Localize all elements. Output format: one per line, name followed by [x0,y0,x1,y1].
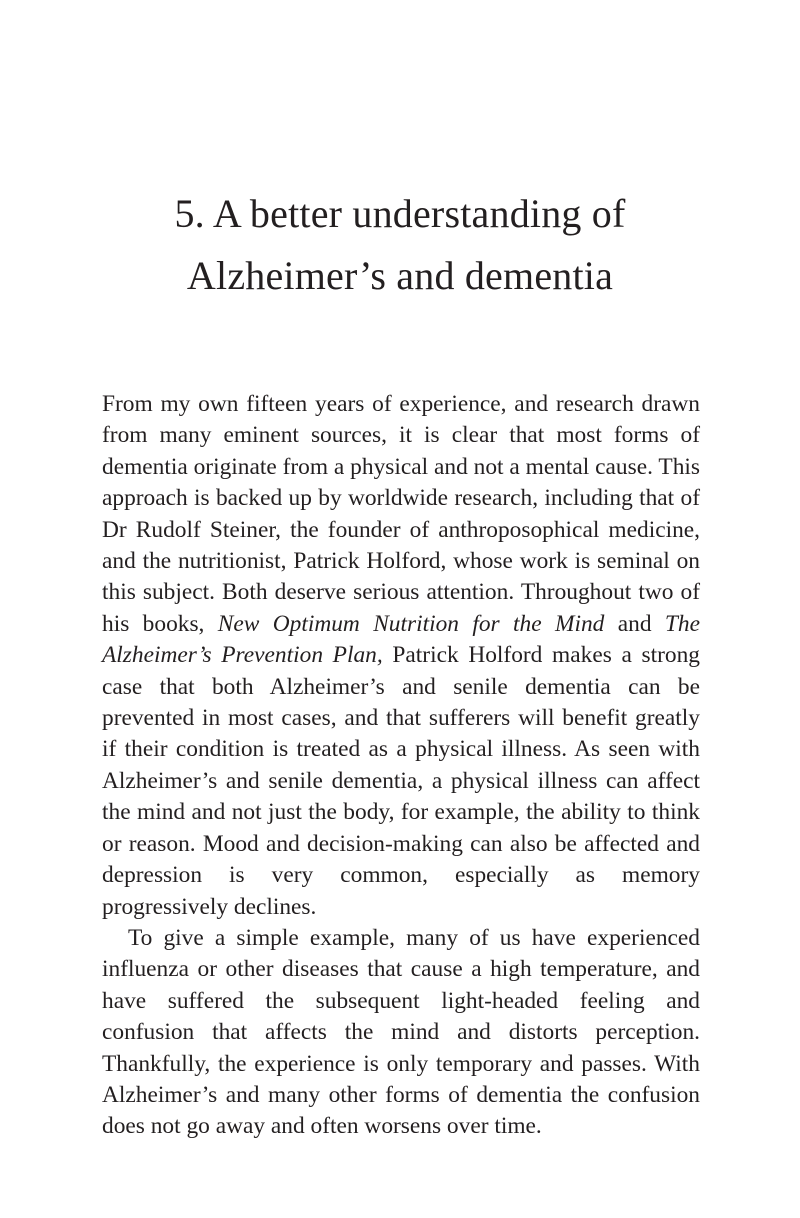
chapter-title-line-2: Alzheimer’s and dementia [186,253,614,298]
chapter-title [0,183,800,307]
paragraph-1-text-c: Patrick Holford makes a strong case that both Alzheimer’s and senile dementia can be prevented in most cases, and that sufferers will benefit greatly if their condition is treated as a physical illness. As seen with Alzheimer’s and senile dementia, a physical illness can affect the mind and not just the body, for example, the ability to think or reason. Mood and decision-making can also be affected and depression is very common, especially as memory progressively declines. [102,642,700,920]
paragraph-1 [102,389,700,923]
paragraph-2: To give a simple example, many of us have experienced influenza or other diseases that cause a high temperature, and have suffered the subsequent light-headed feeling and confusion that affects the mind and distorts perception. Thankfully, the experience is only temporary and passes. With Alzheimer’s and many other forms of dementia the confusion does not go away and often worsens over time. [102,924,700,1140]
book-title-new-optimum-nutrition: New Optimum Nutrition for the Mind [217,610,605,637]
chapter-body [102,389,700,1143]
chapter-title-line-1: 5. A better understanding of [174,191,626,236]
paragraph-1-text-a: From my own fifteen years of experience, and research drawn from many eminent sources, it is clear that most forms of dementia originate from a physical and not a mental cause. This approach is backed up by worldwide research, including that of Dr Rudolf Steiner, the founder of anthroposophical medicine, and the nutritionist, Patrick Holford, whose work is seminal on this subject. Both deserve serious attention. Throughout two of his books, [102,391,700,637]
book-title-alzheimers-prevention-plan: The Alzheimer’s Prevention Plan, [102,610,700,669]
paragraph-1-text-b: and [604,610,665,637]
